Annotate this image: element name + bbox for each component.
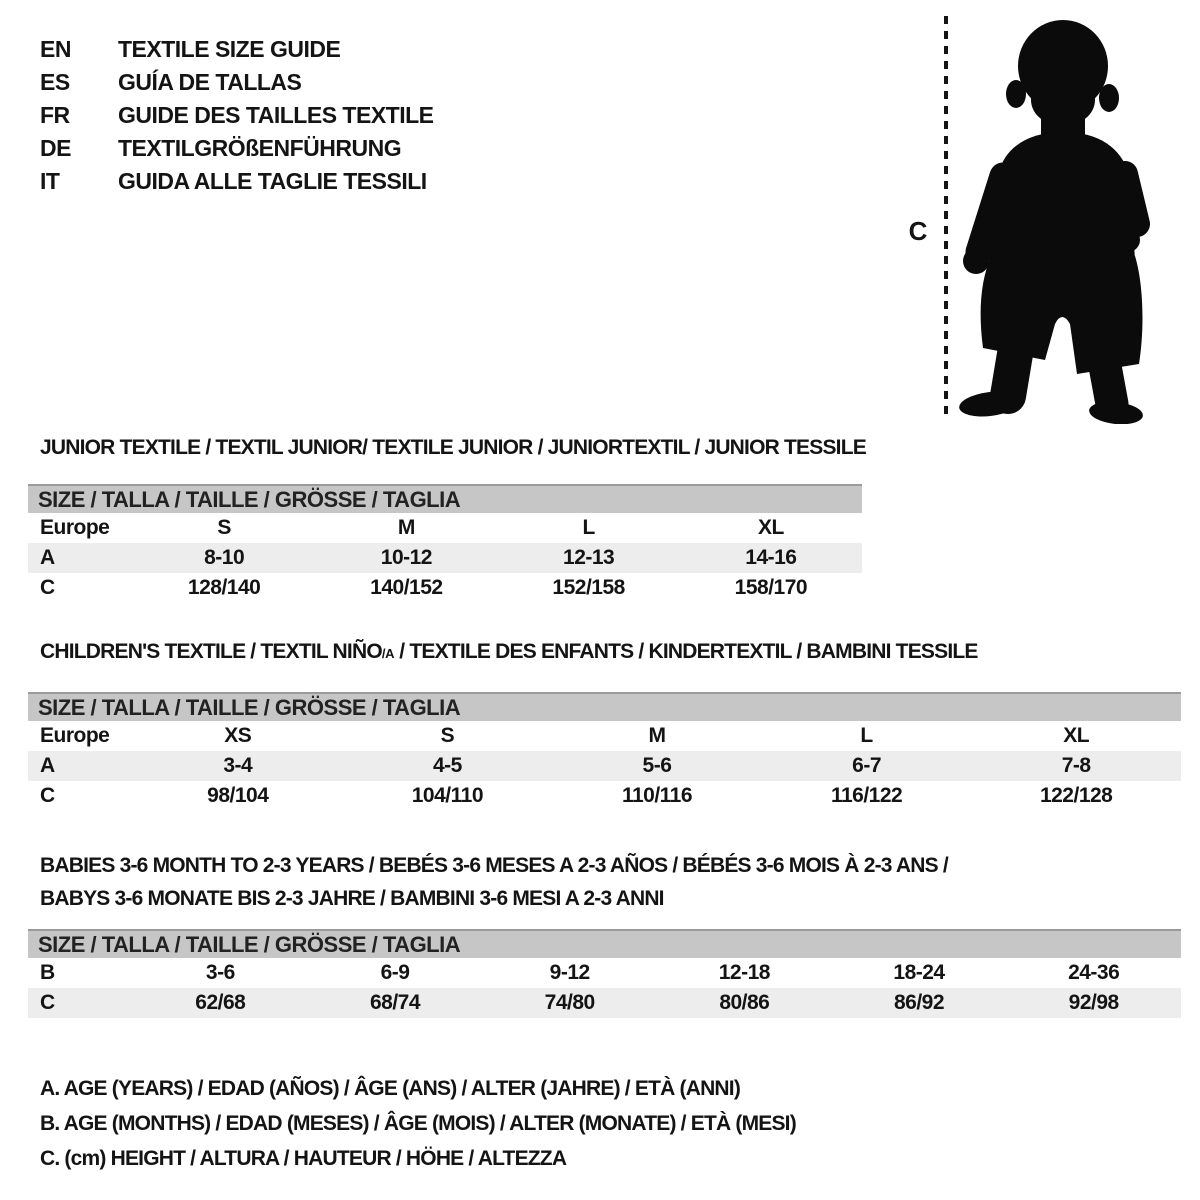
row-label: Europe	[40, 516, 110, 539]
table-row-height-cm	[28, 988, 1181, 1018]
table-row-europe	[28, 721, 1181, 751]
language-row-es	[40, 66, 434, 99]
height-cell: 116/122	[830, 784, 903, 807]
language-code: ES	[40, 69, 70, 95]
height-cell: 104/110	[411, 784, 484, 807]
height-cell: 128/140	[187, 576, 261, 599]
height-cell: 140/152	[370, 576, 443, 599]
age-cell: 6-7	[852, 754, 881, 777]
age-cell: 10-12	[380, 546, 432, 569]
junior-section-heading: JUNIOR TEXTILE / TEXTIL JUNIOR/ TEXTILE JUNIOR / JUNIORTEXTIL / JUNIOR TESSILE	[40, 436, 866, 459]
size-cell: XS	[224, 724, 252, 747]
height-cell: 80/86	[719, 991, 770, 1014]
height-cell: 92/98	[1068, 991, 1119, 1014]
language-row-en	[40, 33, 434, 66]
age-cell: 12-13	[563, 546, 615, 569]
height-cell: 152/158	[552, 576, 625, 599]
language-title: TEXTILGRÖßENFÜHRUNG	[118, 135, 402, 161]
row-label: C	[40, 784, 55, 807]
size-cell: L	[860, 724, 873, 747]
babies-size-table	[28, 929, 1181, 1018]
language-title: GUIDA ALLE TAGLIE TESSILI	[118, 168, 427, 194]
row-label: Europe	[40, 724, 110, 747]
heading-subscript: /A	[381, 646, 395, 661]
size-cell: M	[648, 724, 666, 747]
age-cell: 3-6	[205, 961, 235, 984]
size-cell: L	[582, 516, 595, 539]
row-label: A	[40, 546, 55, 569]
age-cell: 3-4	[223, 754, 253, 777]
heading-line-1: BABIES 3-6 MONTH TO 2-3 YEARS / BEBÉS 3-6 MESES A 2-3 AÑOS / BÉBÉS 3-6 MOIS À 2-3 ANS /	[40, 854, 948, 877]
row-label: C	[40, 991, 55, 1014]
language-row-fr	[40, 99, 434, 132]
language-row-de	[40, 132, 434, 165]
table-row-height-cm	[28, 781, 1181, 811]
height-cell: 110/116	[621, 784, 693, 807]
babies-size-header-bar: SIZE / TALLA / TAILLE / GRÖSSE / TAGLIA	[28, 929, 1181, 958]
babies-section-heading	[40, 849, 948, 915]
table-row-age-years	[28, 751, 1181, 781]
junior-size-table	[28, 484, 862, 603]
age-cell: 9-12	[549, 961, 590, 984]
row-label: C	[40, 576, 55, 599]
children-section-heading	[40, 640, 978, 666]
language-code: EN	[40, 36, 71, 62]
junior-size-header-bar: SIZE / TALLA / TAILLE / GRÖSSE / TAGLIA	[28, 484, 862, 513]
height-measure-label: C	[908, 216, 928, 246]
size-cell: XL	[1063, 724, 1090, 747]
age-cell: 7-8	[1061, 754, 1091, 777]
heading-text: / TEXTILE DES ENFANTS / KINDERTEXTIL / BAMBINI TESSILE	[394, 640, 978, 663]
language-code: DE	[40, 135, 71, 161]
toddler-silhouette-icon	[953, 14, 1178, 424]
table-row-europe	[28, 513, 862, 543]
age-cell: 6-9	[380, 961, 410, 984]
age-cell: 24-36	[1068, 961, 1120, 984]
height-cell: 68/74	[369, 991, 421, 1014]
language-title: GUÍA DE TALLAS	[118, 69, 302, 95]
height-cell: 98/104	[207, 784, 269, 807]
height-cell: 122/128	[1039, 784, 1113, 807]
age-cell: 18-24	[893, 961, 945, 984]
size-cell: S	[217, 516, 231, 539]
legend	[40, 1071, 796, 1176]
legend-line-b: B. AGE (MONTHS) / EDAD (MESES) / ÂGE (MOIS) / ALTER (MONATE) / ETÀ (MESI)	[40, 1112, 796, 1135]
height-cell: 86/92	[893, 991, 945, 1014]
heading-text: CHILDREN'S TEXTILE / TEXTIL NIÑO	[40, 640, 382, 663]
language-row-it	[40, 165, 434, 198]
row-label: A	[40, 754, 55, 777]
age-cell: 5-6	[642, 754, 672, 777]
table-row-age-years	[28, 543, 862, 573]
table-row-age-months	[28, 958, 1181, 988]
language-list	[40, 33, 434, 198]
height-cell: 62/68	[195, 991, 246, 1014]
legend-line-a: A. AGE (YEARS) / EDAD (AÑOS) / ÂGE (ANS) / ALTER (JAHRE) / ETÀ (ANNI)	[40, 1077, 741, 1100]
age-cell: 4-5	[432, 754, 462, 777]
height-cell: 158/170	[734, 576, 808, 599]
height-measure-dashed-line	[944, 16, 948, 418]
language-code: FR	[40, 102, 70, 128]
language-code: IT	[40, 168, 60, 194]
height-cell: 74/80	[544, 991, 595, 1014]
age-cell: 8-10	[204, 546, 245, 569]
legend-line-c: C. (cm) HEIGHT / ALTURA / HAUTEUR / HÖHE / ALTEZZA	[40, 1147, 567, 1170]
size-cell: XL	[757, 516, 784, 539]
children-size-table	[28, 692, 1181, 811]
row-label: B	[40, 961, 55, 984]
language-title: GUIDE DES TAILLES TEXTILE	[118, 102, 434, 128]
age-cell: 14-16	[745, 546, 797, 569]
size-cell: M	[397, 516, 415, 539]
age-cell: 12-18	[718, 961, 770, 984]
size-cell: S	[440, 724, 455, 747]
language-title: TEXTILE SIZE GUIDE	[118, 36, 341, 62]
heading-line-2: BABYS 3-6 MONATE BIS 2-3 JAHRE / BAMBINI 3-6 MESI A 2-3 ANNI	[40, 887, 664, 910]
children-size-header-bar: SIZE / TALLA / TAILLE / GRÖSSE / TAGLIA	[28, 692, 1181, 721]
table-row-height-cm	[28, 573, 862, 603]
